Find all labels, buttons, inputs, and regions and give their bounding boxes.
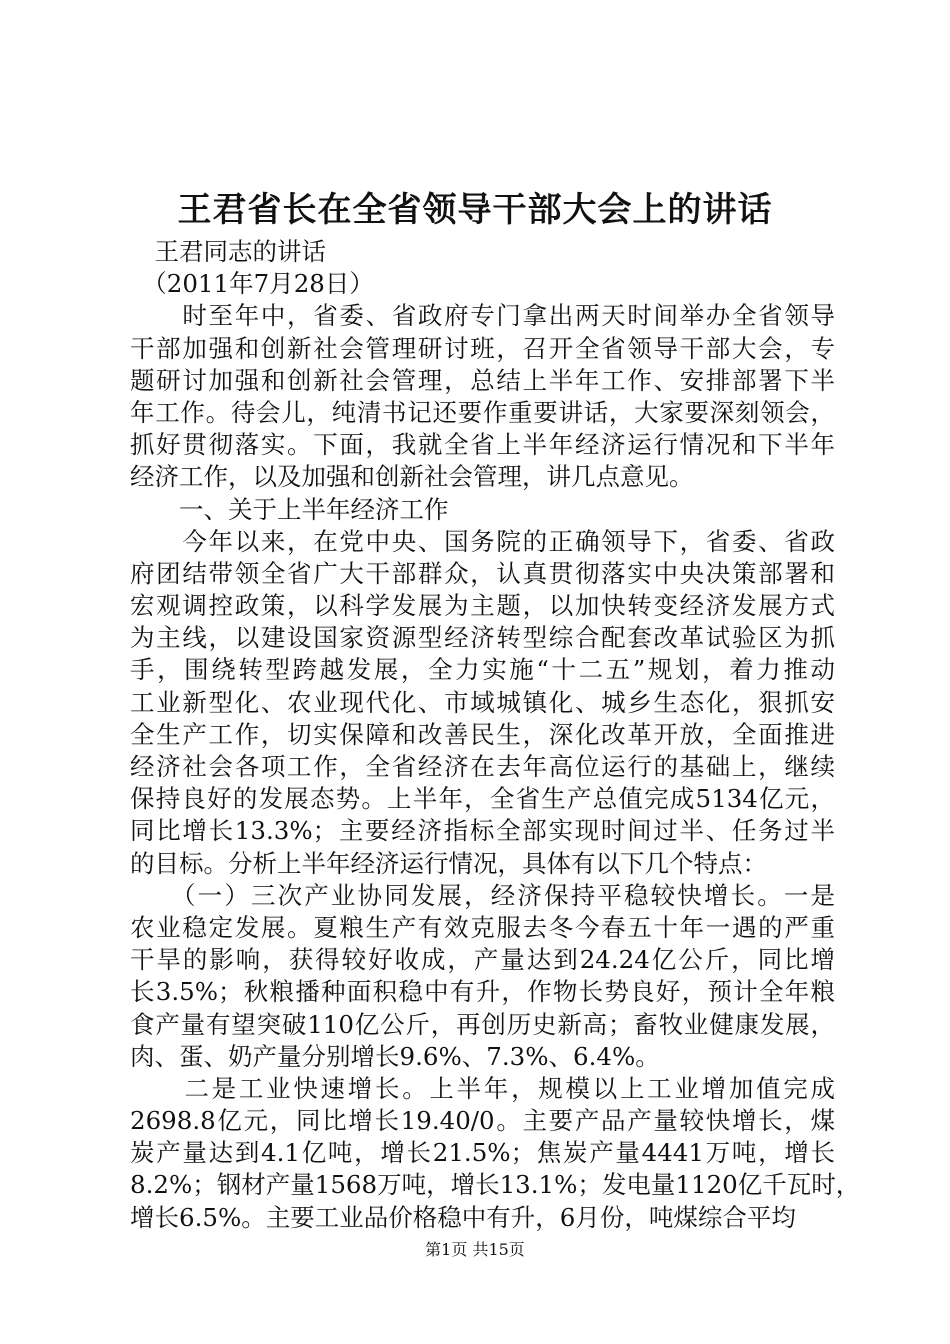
body-line: 宏观调控政策，以科学发展为主题，以加快转变经济发展方式: [130, 591, 835, 621]
body-line: 经济社会各项工作，全省经济在去年高位运行的基础上，继续: [130, 752, 835, 781]
body-line: 肉、蛋、奶产量分别增长9.6%、7.3%、6.4%。: [130, 1041, 660, 1071]
body-line: 干部加强和创新社会管理研讨班，召开全省领导干部大会，专: [130, 333, 835, 363]
body-line: 二是工业快速增长。上半年，规模以上工业增加值完成: [130, 1073, 835, 1103]
body-line: 年工作。待会儿，纯清书记还要作重要讲话，大家要深刻领会，: [130, 397, 835, 427]
page-footer: 第1页 共15页: [425, 1240, 525, 1259]
body-line: 题研讨加强和创新社会管理，总结上半年工作、安排部署下半: [130, 365, 835, 395]
body-line: 增长6.5%。主要工业品价格稳中有升，6月份，吨煤综合平均: [130, 1202, 796, 1232]
body-line: 府团结带领全省广大干部群众，认真贯彻落实中央决策部署和: [130, 558, 835, 588]
body-line: 的目标。分析上半年经济运行情况，具体有以下几个特点：: [130, 848, 767, 878]
body-line: 全生产工作，切实保障和改善民生，深化改革开放，全面推进: [130, 719, 835, 749]
document-body: [130, 236, 861, 1234]
body-line: 为主线，以建设国家资源型经济转型综合配套改革试验区为抓: [130, 623, 835, 653]
document-title: 王君省长在全省领导干部大会上的讲话: [177, 190, 773, 230]
body-line: 食产量有望突破110亿公斤，再创历史新高；畜牧业健康发展，: [130, 1009, 835, 1039]
body-line: 2698.8亿元，同比增长19.40/0。主要产品产量较快增长，煤: [130, 1106, 835, 1136]
body-line: 保持良好的发展态势。上半年，全省生产总值完成5134亿元，: [130, 784, 835, 814]
body-line: 一、关于上半年经济工作: [130, 494, 449, 524]
body-line: 手，围绕转型跨越发展，全力实施“十二五”规划，着力推动: [130, 655, 835, 685]
body-line: 长3.5%；秋粮播种面积稳中有升，作物长势良好，预计全年粮: [130, 977, 835, 1007]
body-line: （2011年7月28日）: [130, 269, 374, 299]
body-line: 王君同志的讲话: [130, 237, 326, 266]
body-line: 同比增长13.3%；主要经济指标全部实现时间过半、任务过半: [130, 816, 835, 846]
body-line: 今年以来，在党中央、国务院的正确领导下，省委、省政: [130, 526, 835, 556]
body-line: 8.2%；钢材产量1568万吨，增长13.1%；发电量1120亿千瓦时，: [130, 1170, 861, 1200]
body-line: （一）三次产业协同发展，经济保持平稳较快增长。一是: [130, 880, 835, 910]
body-line: 干旱的影响，获得较好收成，产量达到24.24亿公斤，同比增: [130, 945, 835, 975]
body-line: 炭产量达到4.1亿吨，增长21.5%；焦炭产量4441万吨，增长: [130, 1138, 835, 1168]
body-line: 时至年中，省委、省政府专门拿出两天时间举办全省领导: [130, 301, 835, 331]
body-line: 抓好贯彻落实。下面，我就全省上半年经济运行情况和下半年: [130, 430, 835, 460]
body-line: 工业新型化、农业现代化、市域城镇化、城乡生态化，狠抓安: [130, 687, 835, 717]
body-line: 农业稳定发展。夏粮生产有效克服去冬今春五十年一遇的严重: [130, 912, 835, 942]
body-line: 经济工作，以及加强和创新社会管理，讲几点意见。: [130, 462, 694, 492]
